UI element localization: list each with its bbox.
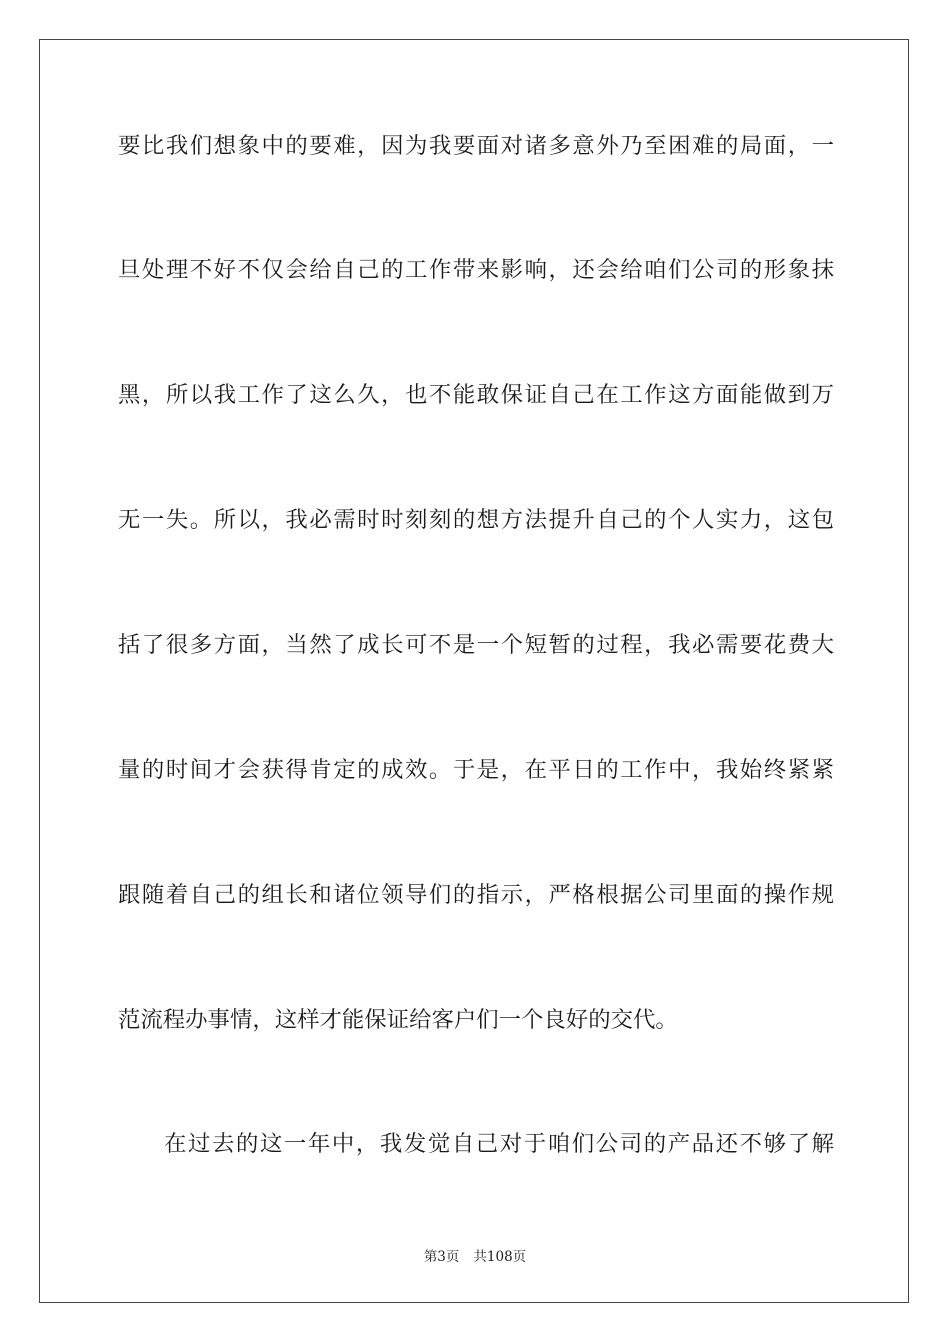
- text-line-5: 括了很多方面，当然了成长可不是一个短暂的过程，我必需要花费大: [118, 632, 834, 658]
- text-line-9: 在过去的这一年中，我发觉自己对于咱们公司的产品还不够了解: [164, 1131, 834, 1157]
- page-footer: [0, 1247, 950, 1267]
- text-line-7: 跟随着自己的组长和诸位领导们的指示，严格根据公司里面的操作规: [118, 882, 834, 908]
- text-line-3: 黑，所以我工作了这么久，也不能敢保证自己在工作这方面能做到万: [118, 382, 834, 408]
- text-line-2: 旦处理不好不仅会给自己的工作带来影响，还会给咱们公司的形象抹: [118, 257, 834, 283]
- total-page-count: 共108页: [473, 1249, 527, 1265]
- text-line-1: 要比我们想象中的要难，因为我要面对诸多意外乃至困难的局面，一: [118, 133, 834, 159]
- text-line-8: 范流程办事情，这样才能保证给客户们一个良好的交代。: [118, 1007, 678, 1033]
- page-border: [39, 39, 909, 1303]
- text-line-4: 无一失。所以，我必需时时刻刻的想方法提升自己的个人实力，这包: [118, 507, 834, 533]
- text-line-6: 量的时间才会获得肯定的成效。于是，在平日的工作中，我始终紧紧: [118, 757, 834, 783]
- current-page-number: 第3页: [423, 1249, 460, 1265]
